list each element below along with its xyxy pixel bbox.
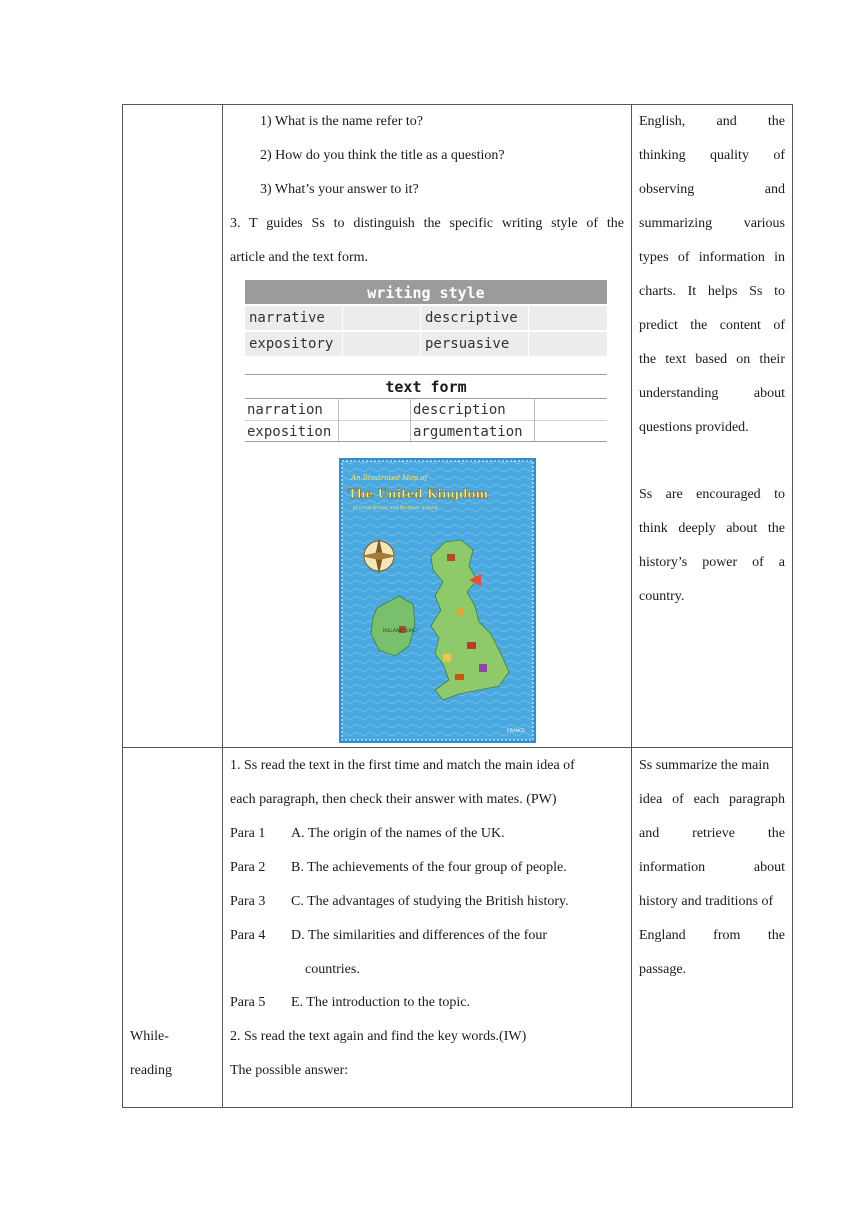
possible-answer-label: The possible answer:: [230, 1063, 349, 1078]
map-label-france: FRANCE: [507, 729, 525, 734]
purpose-line: Ss are encouraged to: [639, 487, 785, 502]
stage-label-line2: reading: [130, 1063, 172, 1078]
question-1: 1) What is the name refer to?: [260, 114, 424, 129]
style-persuasive: persuasive: [421, 332, 529, 356]
purpose-line: England from the: [639, 928, 785, 943]
purpose-line: questions provided.: [639, 420, 749, 435]
step3-line2: article and the text form.: [230, 250, 368, 265]
question-3: 3) What’s your answer to it?: [260, 182, 419, 197]
step1-line2: each paragraph, then check their answer with mates. (PW): [230, 792, 557, 807]
step2: 2. Ss read the text again and find the key words.(IW): [230, 1029, 527, 1044]
form-description: description: [413, 402, 506, 418]
para-text: B. The achievements of the four group of people.: [291, 860, 567, 875]
stage-label-line1: While-: [130, 1029, 169, 1044]
text-form-col-divider-2: [410, 398, 411, 441]
para-text: E. The introduction to the topic.: [291, 995, 470, 1010]
purpose-line: and retrieve the: [639, 826, 785, 841]
column-divider-1: [222, 105, 223, 1107]
purpose-line: understanding about: [639, 386, 785, 401]
step3-line1: 3. T guides Ss to distinguish the specific writing style of the: [230, 216, 624, 231]
map-subtitle: of Great Britain and Northern Ireland: [353, 506, 438, 511]
form-argumentation: argumentation: [413, 424, 523, 440]
para-label: Para 5: [230, 995, 266, 1010]
purpose-line: think deeply about the: [639, 521, 785, 536]
uk-map-image: [339, 458, 536, 743]
row-divider: [123, 747, 792, 748]
purpose-line: thinking quality of: [639, 148, 785, 163]
purpose-line: observing and: [639, 182, 785, 197]
para-text: A. The origin of the names of the UK.: [291, 826, 505, 841]
map-title-small: An Illustrated Map of: [351, 474, 427, 482]
para-label: Para 2: [230, 860, 266, 875]
purpose-line: history’s power of a: [639, 555, 785, 570]
style-blank-2: [343, 332, 421, 356]
purpose-line: English, and the: [639, 114, 785, 129]
purpose-line: Ss summarize the main: [639, 758, 770, 773]
para-text: D. The similarities and differences of the four: [291, 928, 548, 943]
purpose-line: predict the content of: [639, 318, 785, 333]
writing-style-title: writing style: [245, 280, 607, 304]
style-blank-1: [343, 306, 421, 330]
map-title-main: The United Kingdom: [348, 487, 489, 501]
uk-illustrated-map: [339, 458, 536, 743]
question-2: 2) How do you think the title as a question?: [260, 148, 505, 163]
para-text-continuation: countries.: [305, 962, 360, 977]
text-form-col-divider-1: [338, 398, 339, 441]
para-label: Para 3: [230, 894, 266, 909]
text-form-top-rule: [245, 374, 607, 375]
purpose-line: passage.: [639, 962, 687, 977]
form-exposition: exposition: [247, 424, 332, 440]
para-text: C. The advantages of studying the British history.: [291, 894, 569, 909]
writing-style-table: [245, 280, 607, 356]
writing-style-row-1: [245, 306, 607, 330]
purpose-line: country.: [639, 589, 685, 604]
text-form-table: [245, 374, 607, 442]
purpose-line: types of information in: [639, 250, 785, 265]
para-label: Para 1: [230, 826, 266, 841]
writing-style-row-2: [245, 332, 607, 356]
purpose-line: summarizing various: [639, 216, 785, 231]
style-expository: expository: [245, 332, 343, 356]
purpose-line: idea of each paragraph: [639, 792, 785, 807]
column-divider-2: [631, 105, 632, 1107]
purpose-line: history and traditions of: [639, 894, 774, 909]
text-form-title: text form: [385, 378, 467, 396]
para-label: Para 4: [230, 928, 266, 943]
text-form-col-divider-3: [534, 398, 535, 441]
map-label-ireland: IRELAND (EIRE): [383, 629, 418, 634]
purpose-line: information about: [639, 860, 785, 875]
step1-line1: 1. Ss read the text in the first time and match the main idea of: [230, 758, 575, 773]
style-narrative: narrative: [245, 306, 343, 330]
purpose-line: charts. It helps Ss to: [639, 284, 785, 299]
purpose-line: the text based on their: [639, 352, 785, 367]
form-narration: narration: [247, 402, 323, 418]
style-descriptive: descriptive: [421, 306, 529, 330]
